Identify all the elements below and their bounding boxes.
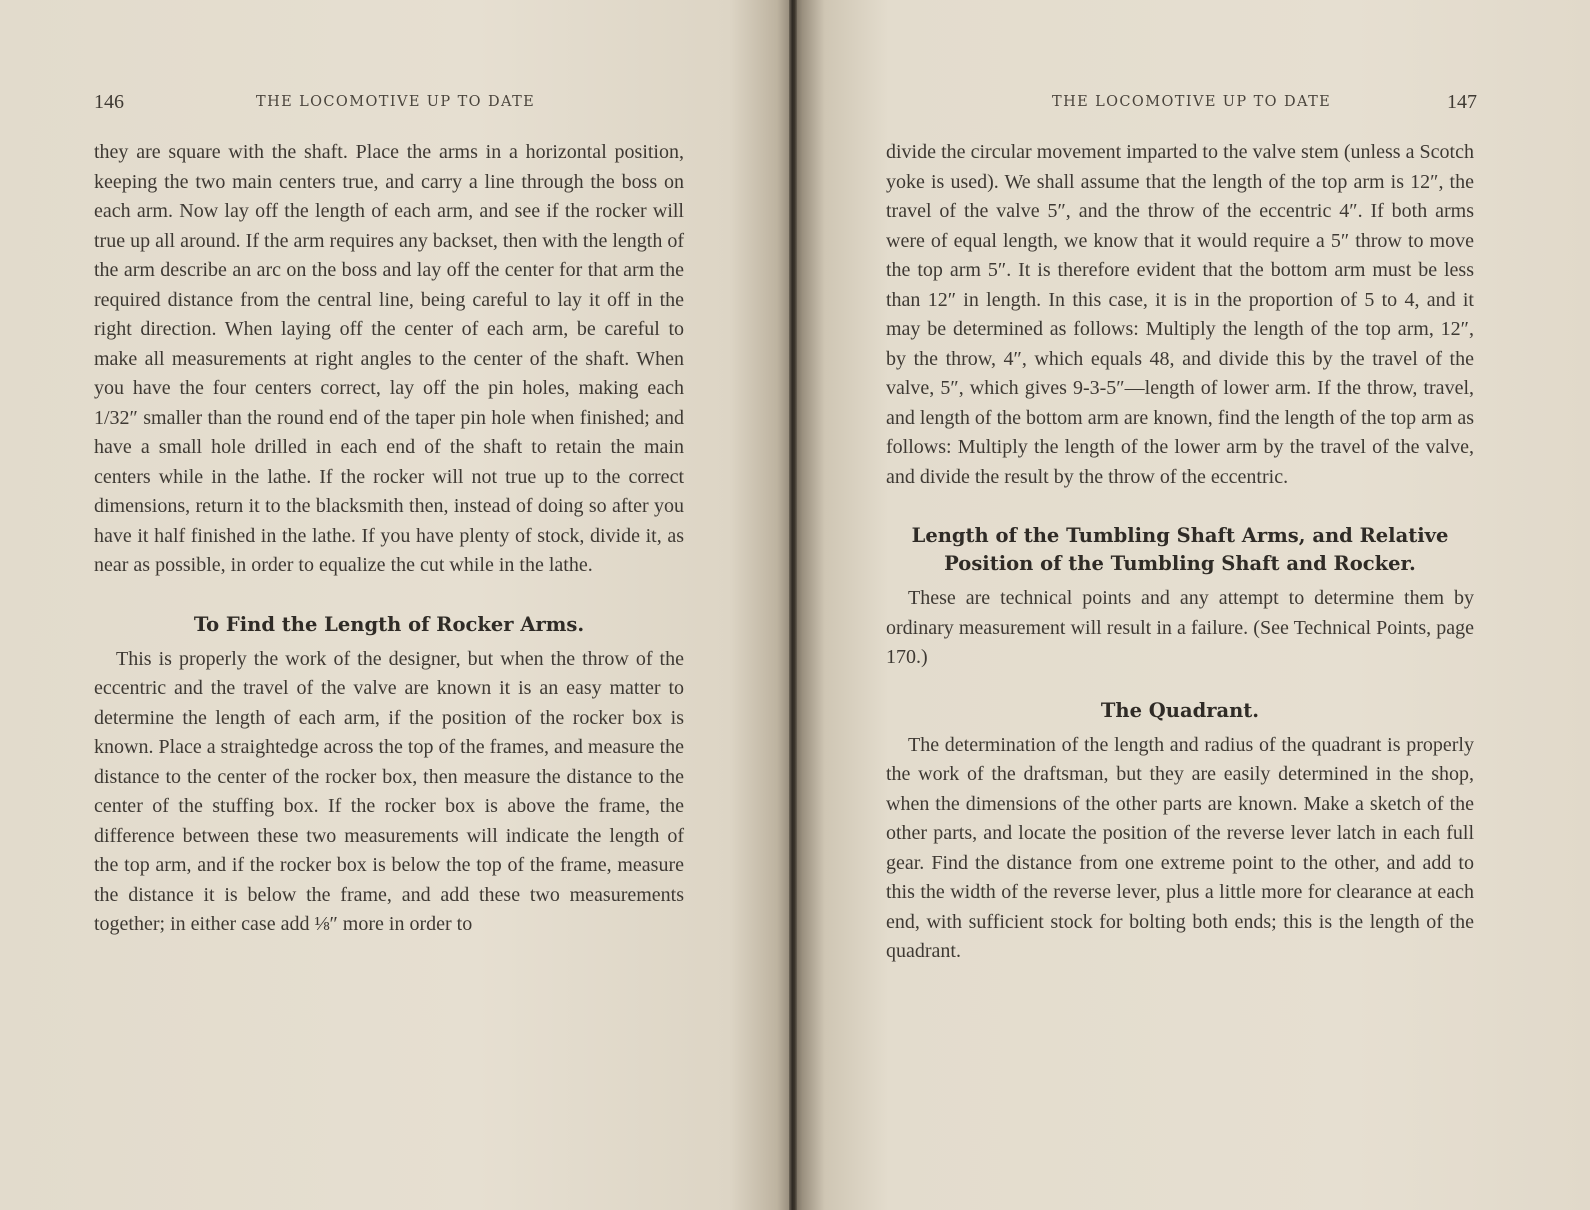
right-page [793,0,1590,1210]
page-number-left: 146 [94,91,124,113]
page-number-right: 147 [1447,91,1477,113]
right-paragraph-3: The determination of the length and radius of the quadrant is properly the work of the draftsman, but they are easily determined in the shop, when the dimensions of the other parts are known. Make a sketch of the other parts, and locate the position of the reverse lever latch in each full gear. Find the distance from one extreme point to the other, and add to this the width of the reverse lever, plus a little more for clearance at each end, with sufficient stock for bolting both ends; this is the length of the quadrant. [886,733,1474,962]
left-paragraph-1: they are square with the shaft. Place the arms in a horizontal position, keeping the two main centers true, and carry a line through the boss on each arm. Now lay off the length of each arm, and see if the rocker will true up all around. If the arm requires any backset, then with the length of the arm describe an arc on the boss and lay off the center for that arm the required distance from the central line, being careful to lay it off in the right direction. When laying off the center of each arm, be careful to make all measurements at right angles to the center of the shaft. When you have the four centers correct, lay off the pin holes, making each 1/32″ smaller than the round end of the taper pin hole when finished; and have a small hole drilled in each end of the shaft to retain the main centers while in the lathe. If the rocker will not true up to the correct dimensions, return it to the blacksmith then, instead of doing so after you have it half finished in the lathe. If you have plenty of stock, divide it, as near as possible, in order to equalize the cut while in the lathe. [94,141,684,576]
section-heading-rocker-arms: To Find the Length of Rocker Arms. [193,612,585,636]
right-paragraph-1: divide the circular movement imparted to the valve stem (unless a Scotch yoke is used). We shall assume that the length of the top arm is 12″, the travel of the valve 5″, and the throw of the eccentric 4″. If both arms were of equal length, we know that it would require a 5″ throw to move the top arm 5″. It is therefore evident that the bottom arm must be less than 12″ in length. In this case, it is in the proportion of 5 to 4, and it may be determined as follows: Multiply the length of the top arm, 12″, by the throw, 4″, which equals 48, and divide this by the travel of the valve, 5″, which gives 9-3-5″—length of lower arm. If the throw, travel, and length of the bottom arm are known, find the length of the top arm as follows: Multiply the length of the lower arm by the travel of the valve, and divide the result by the throw of the eccentric. [886,141,1474,488]
left-paragraph-2: This is properly the work of the designer, but when the throw of the eccentric and the travel of the valve are known it is an easy matter to determine the length of each arm, if the position of the rocker box is known. Place a straightedge across the top of the frames, and measure the distance to the center of the rocker box, then measure the distance to the center of the stuffing box. If the rocker box is above the frame, the difference between these two measurements will indicate the length of the top arm, and if the rocker box is below the top of the frame, measure the distance it is below the frame, and add these two measurements together; in either case add ⅛″ more in order to [94,647,684,935]
right-paragraph-2: These are technical points and any attempt to determine them by ordinary measurement will result in a failure. (See Technical Points, page 170.) [886,587,1474,668]
right-page-body [886,138,1474,967]
left-page [0,0,793,1210]
running-head-right: THE LOCOMOTIVE UP TO DATE [1052,94,1332,110]
section-heading-tumbling-shaft: Length of the Tumbling Shaft Arms, and Relative Position of the Tumbling Shaft and Rocker. [911,524,1449,575]
section-heading-quadrant: The Quadrant. [1100,698,1260,722]
book-spine [789,0,797,1210]
left-page-body [94,138,684,940]
running-head-left: THE LOCOMOTIVE UP TO DATE [256,94,536,110]
